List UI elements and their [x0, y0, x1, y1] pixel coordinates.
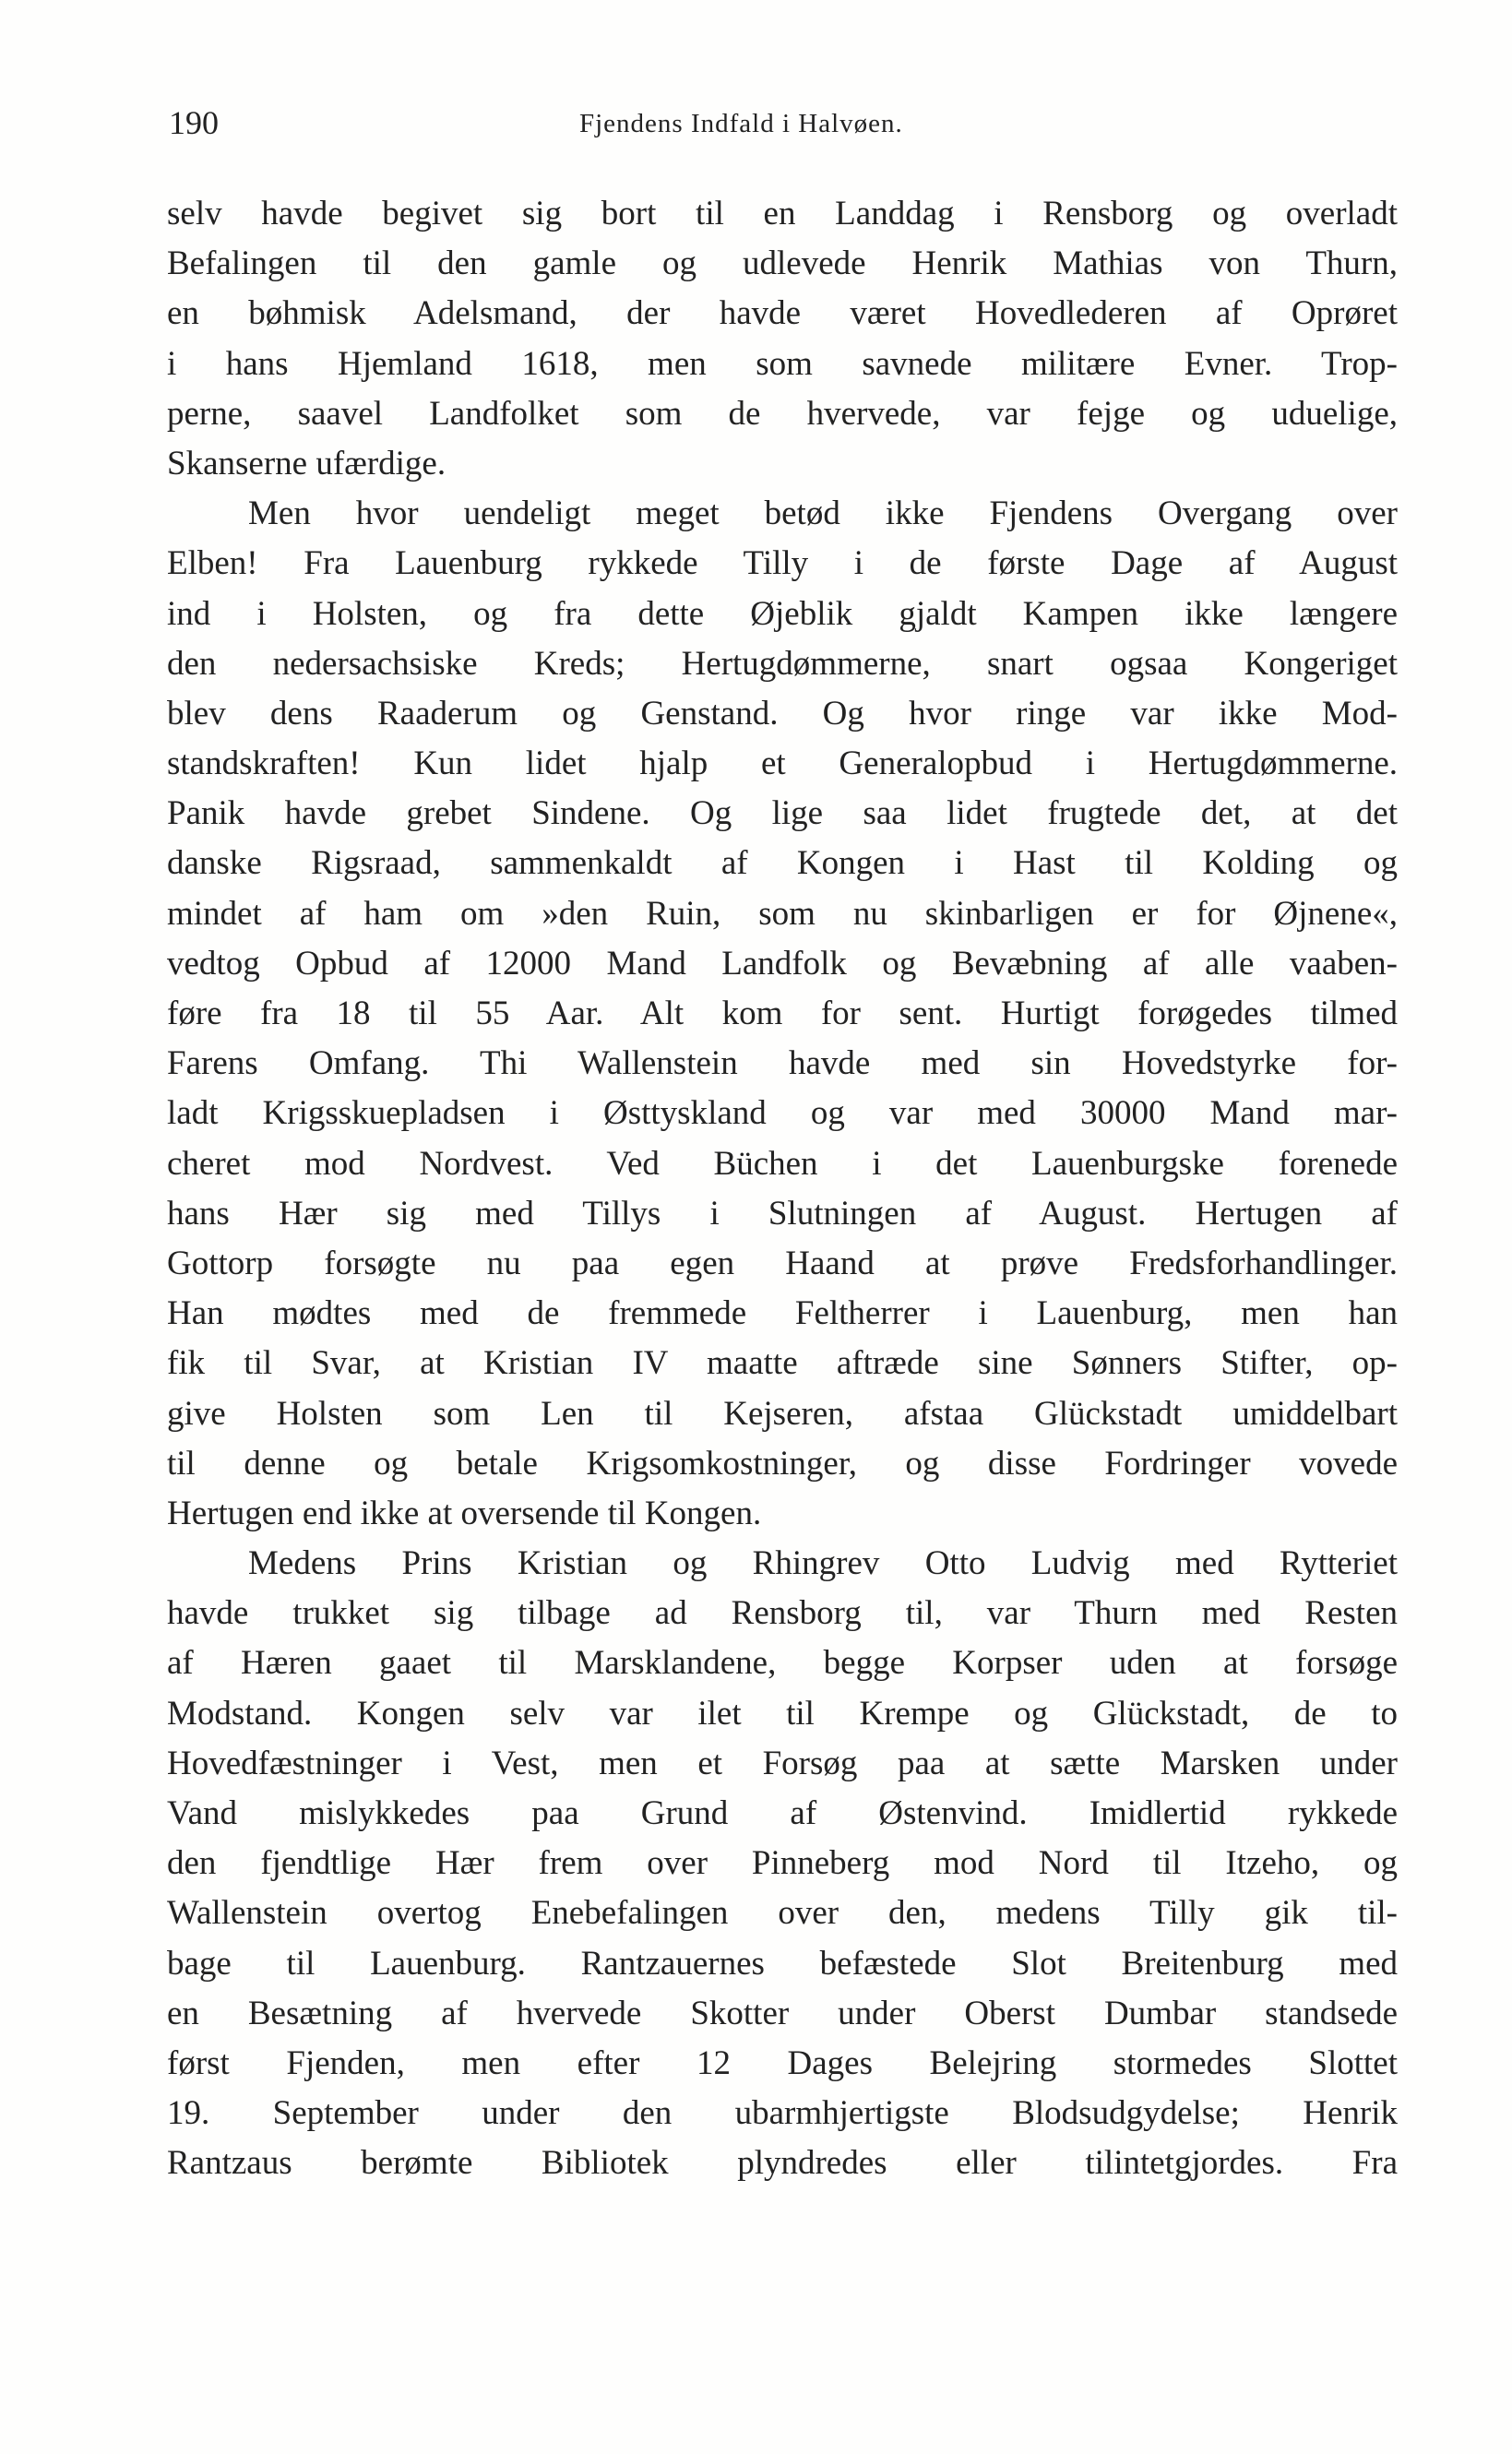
text-line: danske Rigsraad, sammenkaldt af Kongen i Hast til Kolding og — [167, 844, 1398, 883]
text-line: først Fjenden, men efter 12 Dages Belejring stormedes Slottet — [167, 2043, 1398, 2082]
text-line: Elben! Fra Lauenburg rykkede Tilly i de første Dage af August — [167, 544, 1398, 583]
text-line: i hans Hjemland 1618, men som savnede militære Evner. Trop- — [167, 344, 1398, 383]
text-line: fik til Svar, at Kristian IV maatte aftræde sine Sønners Stifter, op- — [167, 1344, 1398, 1383]
text-line: Gottorp forsøgte nu paa egen Haand at prøve Fredsforhandlinger. — [167, 1244, 1398, 1282]
text-line: perne, saavel Landfolket som de hvervede, var fejge og uduelige, — [167, 394, 1398, 433]
text-line: Modstand. Kongen selv var ilet til Krempe og Glückstadt, de to — [167, 1694, 1398, 1733]
text-line: selv havde begivet sig bort til en Landdag i Rensborg og overladt — [167, 195, 1398, 232]
text-line: Panik havde grebet Sindene. Og lige saa lidet frugtede det, at det — [167, 794, 1398, 833]
text-line: bage til Lauenburg. Rantzauernes befæstede Slot Breitenburg med — [167, 1944, 1398, 1983]
body-text — [167, 189, 1398, 2189]
text-line: Befalingen til den gamle og udlevede Henrik Mathias von Thurn, — [167, 244, 1398, 283]
text-line: Hovedfæstninger i Vest, men et Forsøg paa at sætte Marsken under — [167, 1744, 1398, 1782]
text-line: blev dens Raaderum og Genstand. Og hvor ringe var ikke Mod- — [167, 694, 1398, 733]
text-line: Rantzaus berømte Bibliotek plyndredes eller tilintetgjordes. Fra — [167, 2144, 1398, 2183]
text-line: cheret mod Nordvest. Ved Büchen i det Lauenburgske forenede — [167, 1144, 1398, 1183]
text-line: Men hvor uendeligt meget betød ikke Fjendens Overgang over — [248, 494, 1398, 533]
text-line: Medens Prins Kristian og Rhingrev Otto Ludvig med Rytteriet — [248, 1544, 1398, 1583]
text-line: føre fra 18 til 55 Aar. Alt kom for sent. Hurtigt forøgedes tilmed — [167, 995, 1398, 1032]
text-line: ladt Krigsskuepladsen i Østtyskland og var med 30000 Mand mar- — [167, 1094, 1398, 1133]
text-line: en Besætning af hvervede Skotter under Oberst Dumbar standsede — [167, 1994, 1398, 2032]
text-line: Han mødtes med de fremmede Feltherrer i Lauenburg, men han — [167, 1294, 1398, 1333]
text-line: standskraften! Kun lidet hjalp et Generalopbud i Hertugdømmerne. — [167, 745, 1398, 783]
text-line: ind i Holsten, og fra dette Øjeblik gjaldt Kampen ikke længere — [167, 594, 1398, 633]
text-line: af Hæren gaaet til Marsklandene, begge Korpser uden at forsøge — [167, 1644, 1398, 1683]
text-line: en bøhmisk Adelsmand, der havde været Hovedlederen af Oprøret — [167, 294, 1398, 333]
page-number: 190 — [169, 104, 219, 141]
text-line: til denne og betale Krigsomkostninger, og disse Fordringer vovede — [167, 1444, 1398, 1483]
page-header — [169, 100, 1396, 146]
text-line: havde trukket sig tilbage ad Rensborg til, var Thurn med Resten — [167, 1594, 1398, 1633]
text-line: give Holsten som Len til Kejseren, afstaa Glückstadt umiddelbart — [167, 1394, 1398, 1433]
text-line: Farens Omfang. Thi Wallenstein havde med sin Hovedstyrke for- — [167, 1044, 1398, 1083]
text-line: Hertugen end ikke at oversende til Kongen. — [167, 1494, 762, 1532]
text-line: den nedersachsiske Kreds; Hertugdømmerne, snart ogsaa Kongeriget — [167, 644, 1398, 683]
text-line: Wallenstein overtog Enebefalingen over den, medens Tilly gik til- — [167, 1894, 1398, 1933]
text-line: hans Hær sig med Tillys i Slutningen af August. Hertugen af — [167, 1194, 1398, 1233]
text-line: mindet af ham om »den Ruin, som nu skinbarligen er for Øjnene«, — [167, 894, 1398, 933]
text-line: 19. September under den ubarmhjertigste Blodsudgydelse; Henrik — [167, 2094, 1398, 2133]
text-line: Vand mislykkedes paa Grund af Østenvind. Imidlertid rykkede — [167, 1794, 1398, 1832]
text-line: den fjendtlige Hær frem over Pinneberg mod Nord til Itzeho, og — [167, 1844, 1398, 1883]
text-line: vedtog Opbud af 12000 Mand Landfolk og Bevæbning af alle vaaben- — [167, 944, 1398, 983]
text-line: Skanserne ufærdige. — [167, 444, 446, 482]
running-title: Fjendens Indfald i Halvøen. — [579, 109, 903, 138]
